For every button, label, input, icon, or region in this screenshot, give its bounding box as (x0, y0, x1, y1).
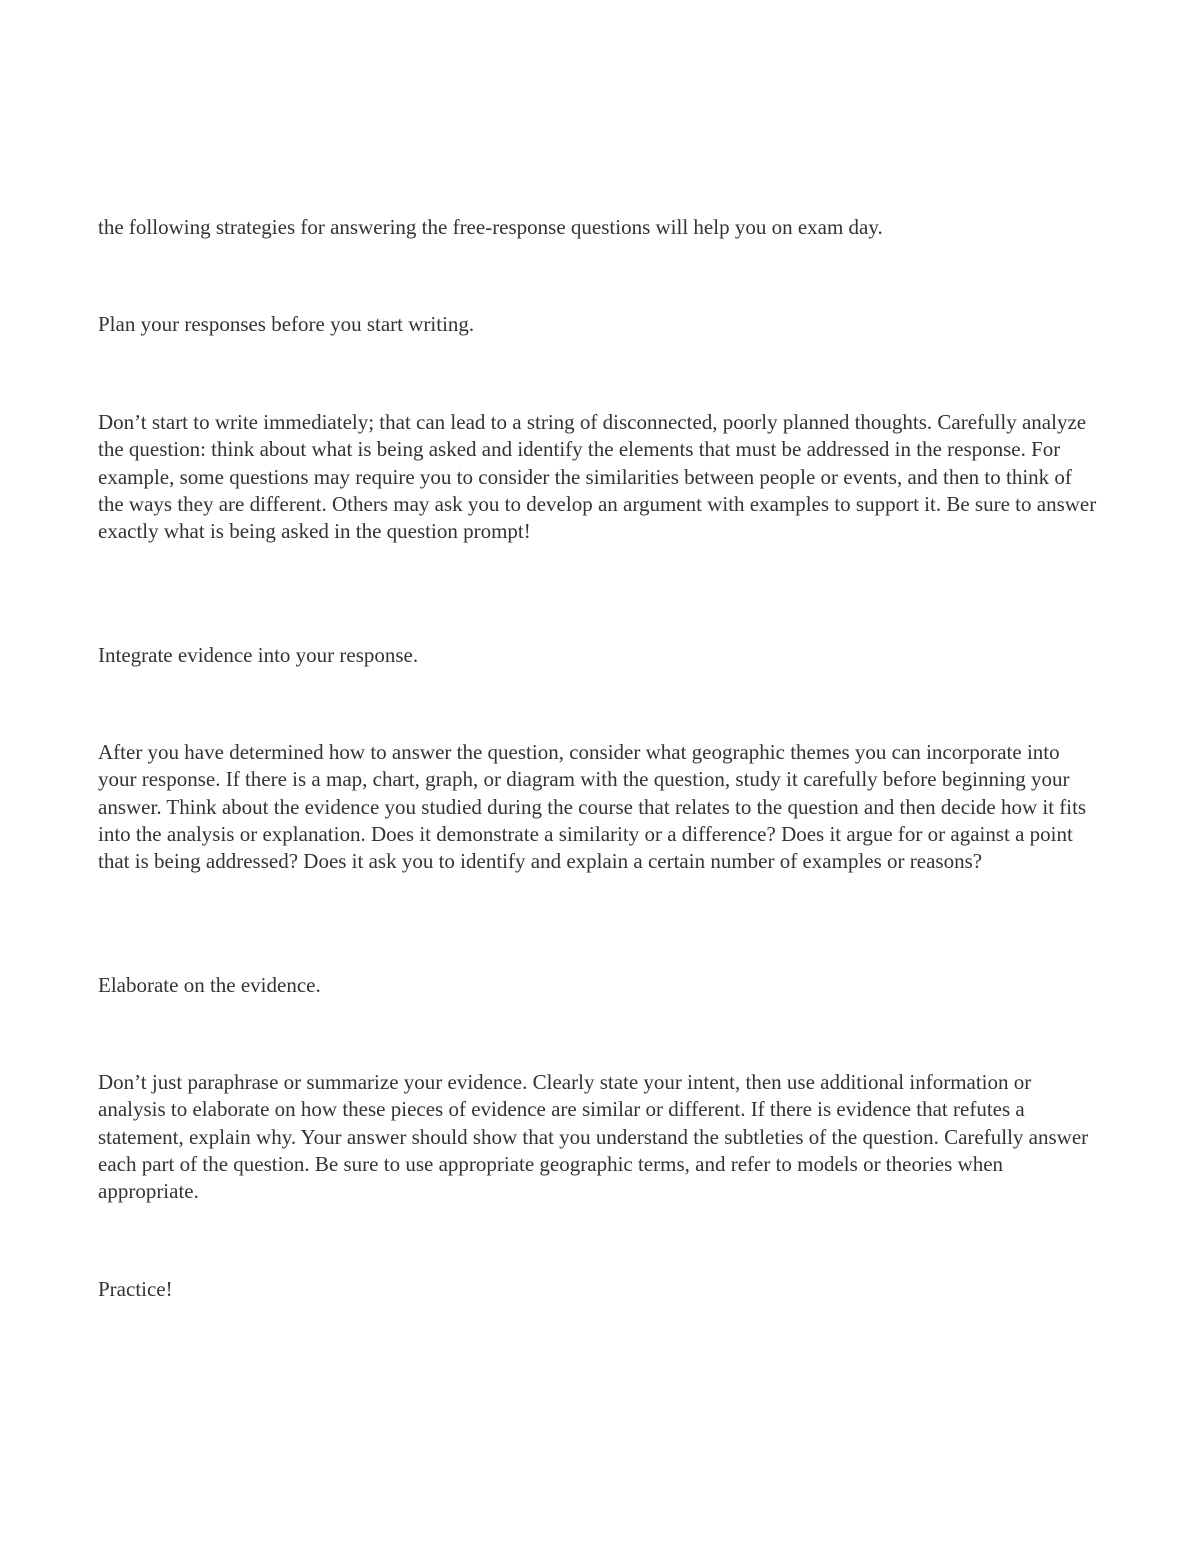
section-heading-elaborate: Elaborate on the evidence. (98, 973, 321, 997)
section-heading-plan: Plan your responses before you start writing. (98, 312, 475, 336)
section-heading-practice: Practice! (98, 1277, 173, 1301)
section-body-elaborate: Don’t just paraphrase or summarize your evidence. Clearly state your intent, then use additional information or analysis to elaborate on how these pieces of evidence are similar or different. If there is evidence that refutes a statement, explain why. Your answer should show that you understand the subtleties of the question. Carefully answer each part of the question. Be sure to use appropriate geographic terms, and refer to models or theories when appropriate. (98, 1070, 1089, 1204)
intro-paragraph: the following strategies for answering the free-response questions will help you on exam day. (98, 215, 883, 239)
section-heading-integrate: Integrate evidence into your response. (98, 643, 419, 667)
section-body-integrate: After you have determined how to answer the question, consider what geographic themes you can incorporate into your response. If there is a map, chart, graph, or diagram with the question, study it carefully before beginning your answer. Think about the evidence you studied during the course that relates to the question and then decide how it fits into the analysis or explanation. Does it demonstrate a similarity or a difference? Does it argue for or against a point that is being addressed? Does it ask you to identify and explain a certain number of examples or reasons? (98, 740, 1087, 874)
section-body-plan: Don’t start to write immediately; that can lead to a string of disconnected, poorly planned thoughts. Carefully analyze the question: think about what is being asked and identify the elements that must be addressed in the response. For example, some questions may require you to consider the similarities between people or events, and then to think of the ways they are different. Others may ask you to develop an argument with examples to support it. Be sure to answer exactly what is being asked in the question prompt! (98, 410, 1097, 544)
